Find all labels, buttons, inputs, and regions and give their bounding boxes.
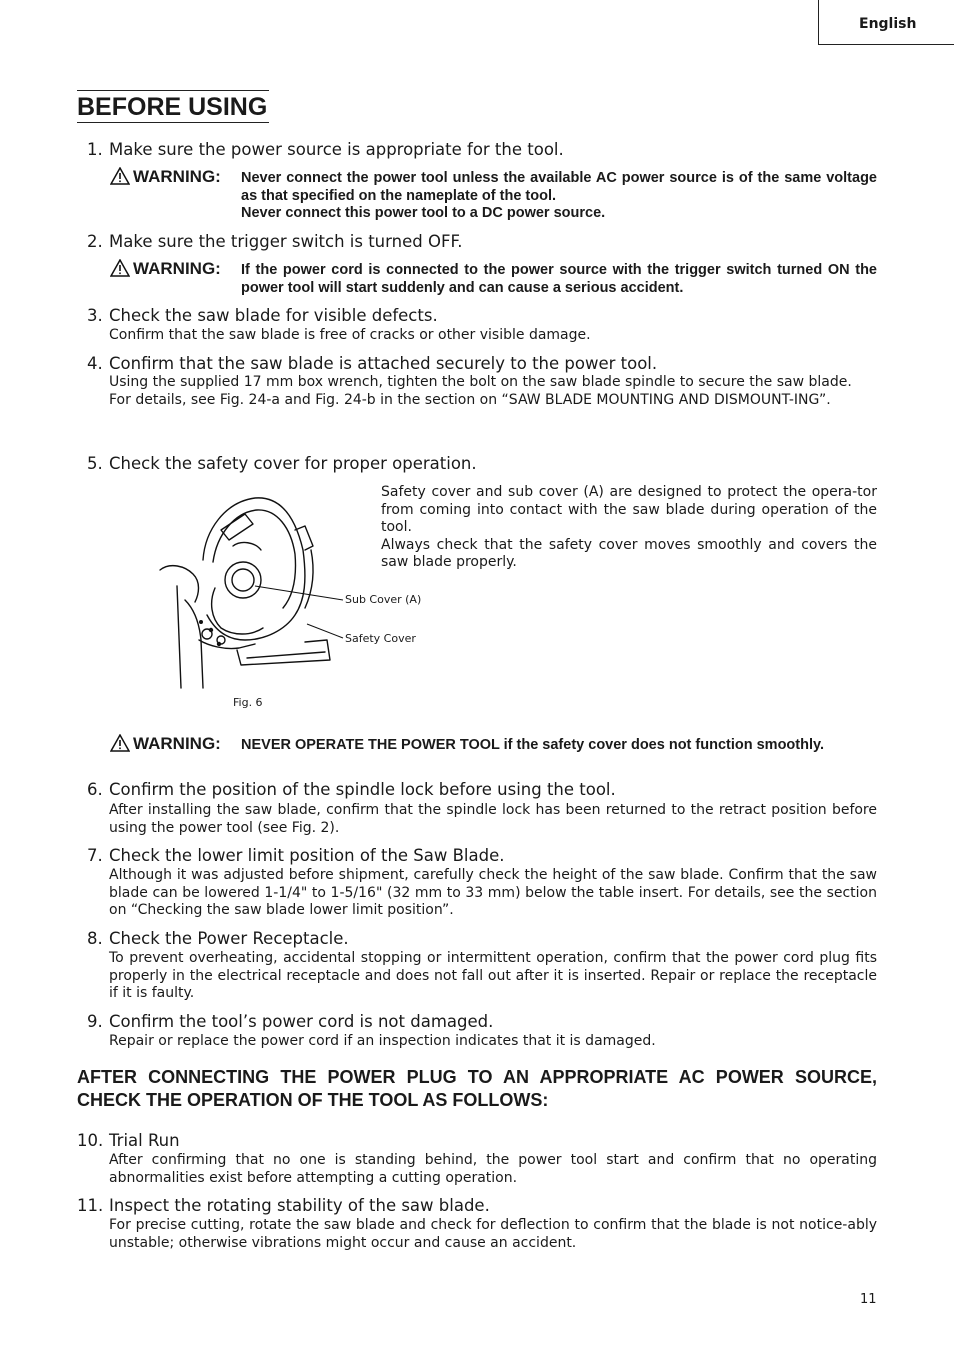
saw-figure-illustration: [155, 490, 435, 690]
item-3-heading: 3. Check the saw blade for visible defects.: [87, 306, 438, 325]
warning-label-1: WARNING:: [110, 167, 221, 187]
item-11-body: For precise cutting, rotate the saw blade and check for deflection to confirm that the blade is not notice-ably unstable; otherwise vibrations might occur and cause an accident.: [109, 1217, 877, 1251]
item-1-heading: 1. Make sure the power source is appropriate for the tool.: [87, 140, 564, 159]
item-7-heading: 7. Check the lower limit position of the Saw Blade.: [87, 846, 505, 865]
warning-triangle-icon: [110, 259, 130, 277]
warning-text-1: Never connect the power tool unless the available AC power source is of the same voltage as that specified on the nameplate of the tool. Never connect this power tool to a DC power source.: [241, 170, 877, 221]
warning-triangle-icon: [110, 734, 130, 752]
item-8-body: To prevent overheating, accidental stopping or intermittent operation, confirm that the power cord plug fits properly in the electrical receptacle and does not fall out after it is inserted. Repair or replace the receptacle if it is faulty.: [109, 950, 877, 1001]
item-9-body: Repair or replace the power cord if an inspection indicates that it is damaged.: [109, 1033, 656, 1049]
item-3-body: Confirm that the saw blade is free of cracks or other visible damage.: [109, 327, 591, 343]
page-number: 11: [860, 1292, 877, 1307]
language-label: English: [859, 16, 917, 32]
item-4-body: Using the supplied 17 mm box wrench, tighten the bolt on the saw blade spindle to secure the saw blade. For details, see Fig. 24-a and Fig. 24-b in the section on “SAW BLADE MOUNTING AND DISMOUNT-ING”.: [109, 374, 852, 408]
label-sub-cover: Sub Cover (A): [345, 593, 422, 606]
warning-triangle-icon: [110, 167, 130, 185]
item-4-heading: 4. Confirm that the saw blade is attached securely to the power tool.: [87, 354, 658, 373]
item-5-heading: 5. Check the safety cover for proper operation.: [87, 454, 477, 473]
item-10-heading: 10. Trial Run: [77, 1131, 180, 1150]
item-10-body: After confirming that no one is standing behind, the power tool start and confirm that no operating abnormalities exist before attempting a cutting operation.: [109, 1152, 877, 1186]
warning-label-3: WARNING:: [110, 734, 221, 754]
warning-label-2: WARNING:: [110, 259, 221, 279]
item-6-body: After installing the saw blade, confirm that the spindle lock has been returned to the retract position before using the power tool (see Fig. 2).: [109, 802, 877, 836]
item-9-heading: 9. Confirm the tool’s power cord is not damaged.: [87, 1012, 494, 1031]
item-8-heading: 8. Check the Power Receptacle.: [87, 929, 349, 948]
page-title: BEFORE USING: [77, 90, 269, 123]
item-7-body: Although it was adjusted before shipment, carefully check the height of the saw blade. Confirm that the saw blade can be lowered 1-1/4" to 1-5/16" (32 mm to 33 mm) below the table insert. For details, see the section on “Checking the saw blade lower limit position”.: [109, 867, 877, 918]
item-2-heading: 2. Make sure the trigger switch is turned OFF.: [87, 232, 463, 251]
section-heading: AFTER CONNECTING THE POWER PLUG TO AN APPROPRIATE AC POWER SOURCE, CHECK THE OPERATION OF THE TOOL AS FOLLOWS:: [77, 1067, 877, 1110]
label-safety-cover: Safety Cover: [345, 632, 416, 645]
language-tab: [818, 0, 954, 45]
warning-text-2: If the power cord is connected to the power source with the trigger switch turned ON the power tool will start suddenly and can cause a serious accident.: [241, 262, 877, 296]
figure-caption: Fig. 6: [233, 696, 263, 709]
warning-text-3: NEVER OPERATE THE POWER TOOL if the safety cover does not function smoothly.: [241, 737, 825, 753]
item-6-heading: 6. Confirm the position of the spindle lock before using the tool.: [87, 780, 616, 799]
item-5-body: Safety cover and sub cover (A) are designed to protect the opera-tor from coming into contact with the saw blade during operation of the tool. Always check that the safety cover moves smoothly and covers the saw blade properly.: [381, 484, 877, 570]
item-11-heading: 11. Inspect the rotating stability of the saw blade.: [77, 1196, 490, 1215]
